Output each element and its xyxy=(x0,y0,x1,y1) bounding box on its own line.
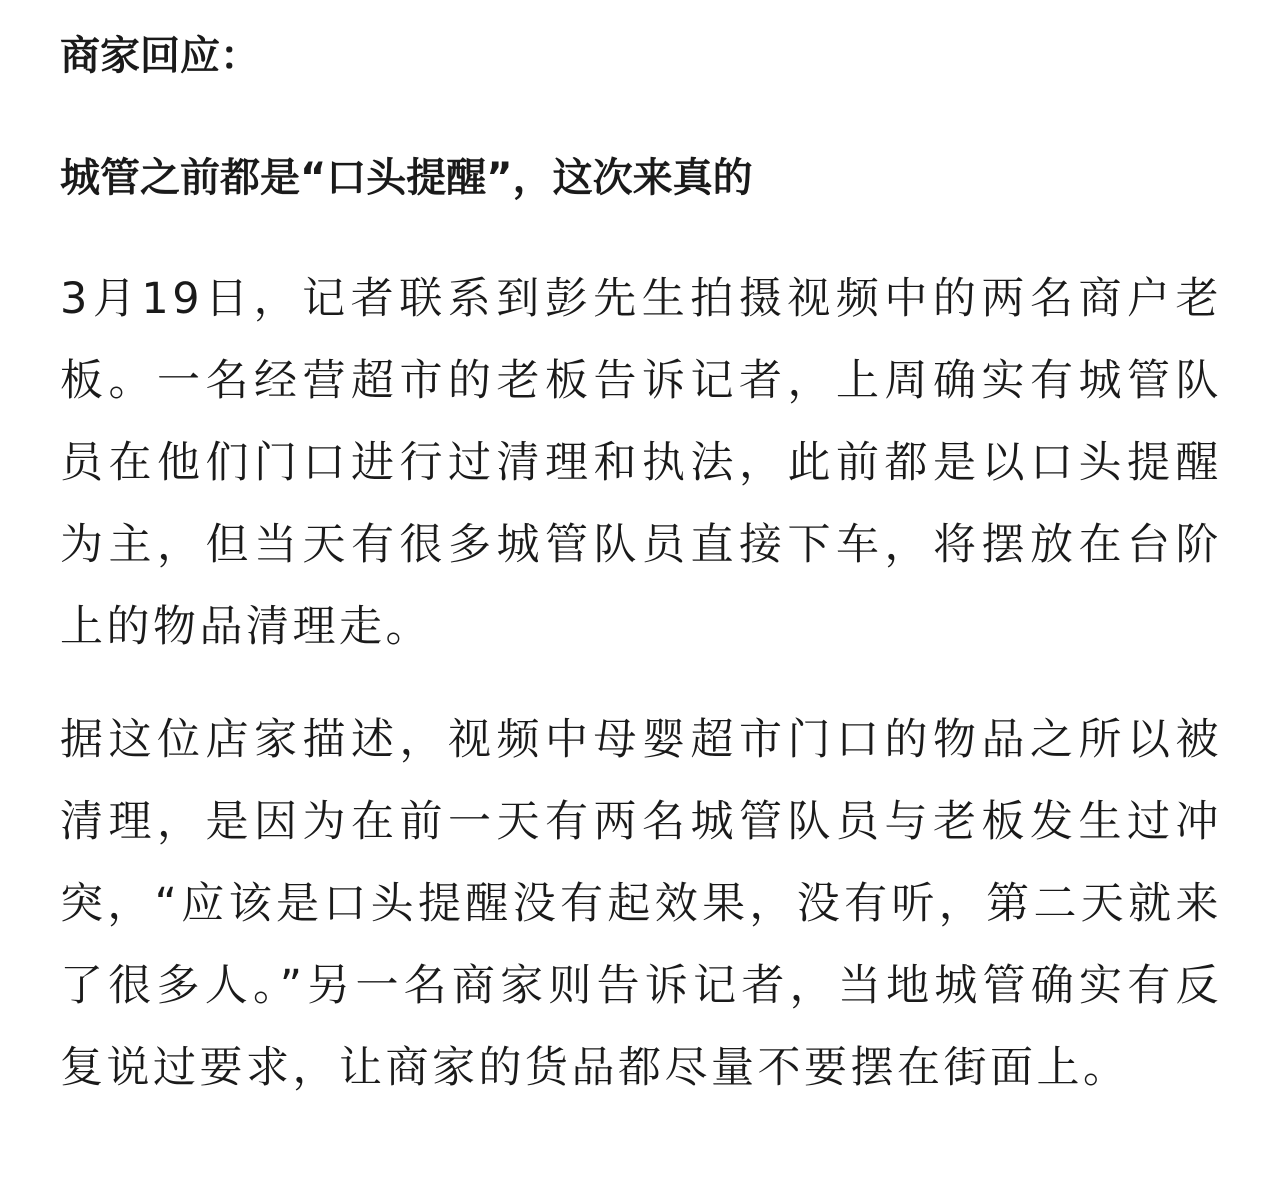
paragraph-1: 3月19日，记者联系到彭先生拍摄视频中的两名商户老板。一名经营超市的老板告诉记者，上周确实有城管队员在他们门口进行过清理和执法，此前都是以口头提醒为主，但当天有很多城管队员直接下车，将摆放在台阶上的物品清理走。 xyxy=(60,274,1222,652)
paragraph-2: 据这位店家描述，视频中母婴超市门口的物品之所以被清理，是因为在前一天有两名城管队员与老板发生过冲突，“应该是口头提醒没有起效果，没有听，第二天就来了很多人。”另一名商家则告诉记者，当地城管确实有反复说过要求，让商家的货品都尽量不要摆在街面上。 xyxy=(60,715,1222,1093)
section-title: 商家回应： xyxy=(60,33,260,79)
article-subtitle: 城管之前都是“口头提醒”，这次来真的 xyxy=(60,155,753,201)
